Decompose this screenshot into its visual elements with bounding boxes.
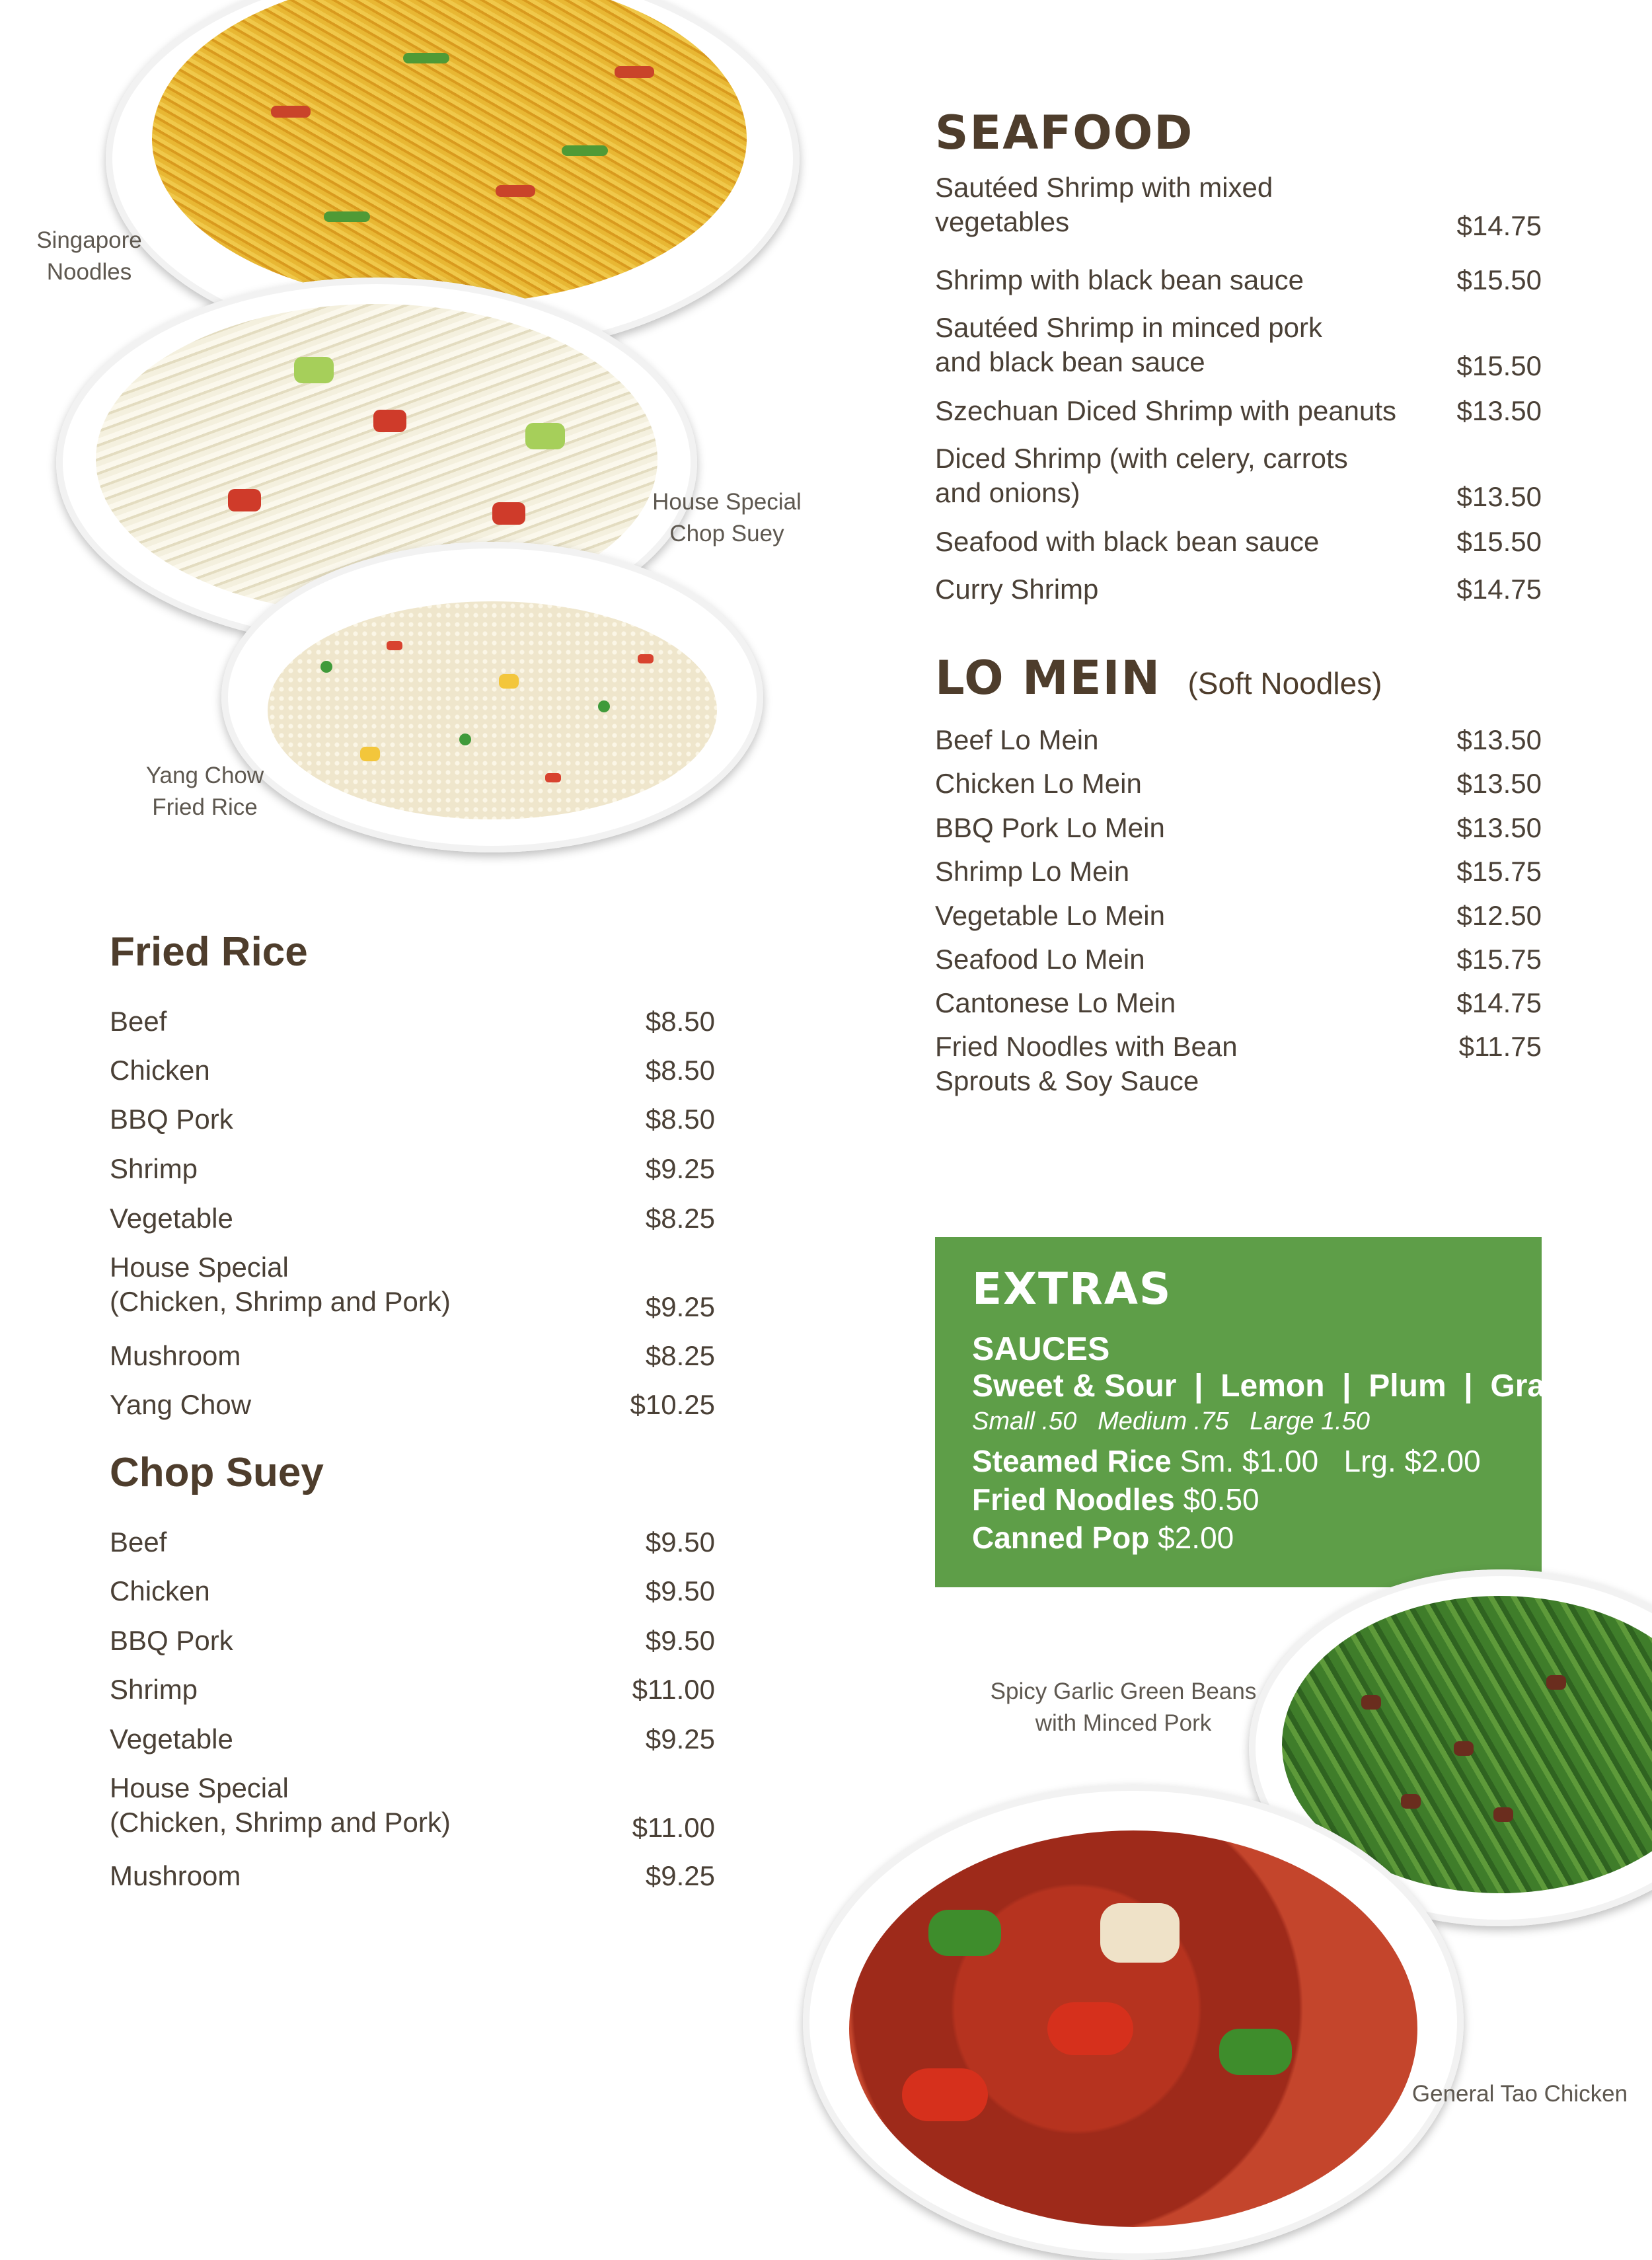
seafood-heading: SEAFOOD (935, 106, 1194, 160)
steamed-rice-line (972, 1443, 1481, 1479)
item-price: $15.50 (1456, 526, 1542, 557)
item-price: $11.00 (632, 1812, 715, 1843)
item-price: $9.25 (645, 1153, 715, 1184)
item-price: $15.75 (1456, 944, 1542, 975)
item-name-line: House Special (110, 1252, 289, 1283)
menu-item (110, 1102, 715, 1137)
item-price: $13.50 (1456, 395, 1542, 426)
item-price: $11.00 (632, 1674, 715, 1705)
item-name: Beef Lo Mein (935, 724, 1099, 755)
menu-item (110, 1053, 715, 1088)
item-price: $8.25 (645, 1340, 715, 1371)
chop-suey-caption (648, 486, 806, 550)
menu-item (110, 1673, 715, 1707)
menu-item (935, 986, 1542, 1020)
menu-item (935, 170, 1542, 243)
steamed-rice-price: Sm. $1.00 Lrg. $2.00 (1180, 1444, 1481, 1478)
item-name-line: and onions) (935, 477, 1080, 508)
item-name: Shrimp Lo Mein (935, 856, 1130, 887)
item-price: $15.50 (1456, 350, 1542, 381)
item-name: Cantonese Lo Mein (935, 987, 1176, 1018)
item-price: $11.75 (1458, 1031, 1542, 1062)
menu-item (935, 811, 1542, 845)
item-name-line: Sautéed Shrimp in minced pork (935, 312, 1322, 343)
item-price: $10.25 (630, 1389, 715, 1420)
fried-noodles-label: Fried Noodles (972, 1482, 1175, 1517)
item-price: $13.50 (1456, 812, 1542, 843)
extras-box (935, 1237, 1581, 1587)
item-price: $12.50 (1456, 900, 1542, 931)
caption-line: with Minced Pork (1035, 1710, 1212, 1736)
item-name: Chicken Lo Mein (935, 768, 1142, 799)
fried-noodles-line (972, 1482, 1259, 1517)
item-name (935, 441, 1348, 510)
item-name-line: vegetables (935, 206, 1070, 237)
item-name: Yang Chow (110, 1389, 252, 1420)
item-name-line: Diced Shrimp (with celery, carrots (935, 443, 1348, 474)
general-tao-caption: General Tao Chicken (1411, 2081, 1628, 2107)
item-price: $8.50 (645, 1006, 715, 1037)
item-name-line: and black bean sauce (935, 346, 1205, 377)
item-name: Seafood Lo Mein (935, 944, 1145, 975)
item-name: Shrimp (110, 1153, 198, 1184)
menu-item (935, 394, 1542, 428)
item-name: Vegetable Lo Mein (935, 900, 1165, 931)
menu-item (935, 899, 1542, 933)
menu-item (110, 1722, 715, 1756)
item-name-line: Sprouts & Soy Sauce (935, 1065, 1199, 1096)
item-name: Szechuan Diced Shrimp with peanuts (935, 395, 1397, 426)
item-price: $9.50 (645, 1526, 715, 1558)
item-name-line: Sautéed Shrimp with mixed (935, 172, 1273, 203)
sauce-sizes: Small .50 Medium .75 Large 1.50 (972, 1408, 1370, 1435)
menu-item (110, 1574, 715, 1608)
item-name-line: House Special (110, 1772, 289, 1803)
sauce-list: Sweet & Sour | Lemon | Plum | Gravy (972, 1369, 1581, 1404)
menu-item (935, 854, 1542, 889)
item-name: BBQ Pork Lo Mein (935, 812, 1165, 843)
menu-item (935, 767, 1542, 801)
menu-item (935, 311, 1542, 383)
chop-suey-heading: Chop Suey (110, 1450, 324, 1495)
item-name: Curry Shrimp (935, 574, 1099, 605)
menu-item (110, 1152, 715, 1186)
item-name-line: Fried Noodles with Bean (935, 1031, 1238, 1062)
caption-line: Yang Chow (145, 763, 264, 788)
lo-mein-heading (935, 651, 1382, 705)
item-name: Seafood with black bean sauce (935, 526, 1320, 557)
menu-item (935, 723, 1542, 757)
menu-item (935, 441, 1542, 514)
canned-pop-line (972, 1520, 1234, 1556)
item-price: $8.50 (645, 1055, 715, 1086)
caption-line: Spicy Garlic Green Beans (990, 1678, 1257, 1704)
menu-item (935, 942, 1542, 977)
item-price: $15.50 (1456, 264, 1542, 295)
item-price: $14.75 (1456, 987, 1542, 1018)
singapore-noodles-caption (26, 225, 152, 288)
item-price: $9.50 (645, 1625, 715, 1656)
lo-mein-title: LO MEIN (935, 651, 1162, 705)
item-price: $9.25 (645, 1723, 715, 1754)
item-name: BBQ Pork (110, 1104, 233, 1135)
caption-line: Fried Rice (152, 794, 258, 820)
menu-item (935, 263, 1542, 297)
item-name: Shrimp (110, 1674, 198, 1705)
item-price: $15.75 (1456, 856, 1542, 887)
item-price: $14.75 (1456, 210, 1542, 241)
caption-line: House Special (652, 489, 802, 515)
yang-chow-caption (132, 760, 278, 823)
caption-line: Noodles (46, 259, 132, 285)
item-name: Shrimp with black bean sauce (935, 264, 1304, 295)
item-price: $13.50 (1456, 768, 1542, 799)
item-name (110, 1250, 451, 1319)
item-name (110, 1771, 451, 1840)
item-price: $9.25 (645, 1291, 715, 1322)
general-tao-chicken-photo (803, 1784, 1464, 2260)
menu-item (110, 1388, 715, 1422)
caption-line: Singapore (36, 227, 142, 253)
item-name: Beef (110, 1006, 167, 1037)
menu-item (110, 1525, 715, 1560)
steamed-rice-label: Steamed Rice (972, 1444, 1172, 1478)
menu-item (110, 1201, 715, 1236)
item-name: Vegetable (110, 1203, 233, 1234)
green-beans-caption (985, 1676, 1262, 1739)
item-name: BBQ Pork (110, 1625, 233, 1656)
item-name: Chicken (110, 1575, 210, 1606)
canned-pop-label: Canned Pop (972, 1521, 1150, 1555)
canned-pop-price: $2.00 (1158, 1521, 1234, 1555)
sauces-label: SAUCES (972, 1330, 1110, 1367)
item-price: $8.50 (645, 1104, 715, 1135)
item-price: $9.50 (645, 1575, 715, 1606)
caption-line: Chop Suey (669, 521, 784, 546)
menu-item (110, 1624, 715, 1658)
item-price: $9.25 (645, 1860, 715, 1891)
menu-item (110, 1250, 715, 1324)
item-name: Chicken (110, 1055, 210, 1086)
menu-item (935, 1030, 1542, 1098)
menu-item (110, 1859, 715, 1893)
item-name: Beef (110, 1526, 167, 1558)
item-price: $8.25 (645, 1203, 715, 1234)
item-name (935, 1030, 1238, 1098)
menu-item (935, 525, 1542, 559)
yang-chow-fried-rice-photo (221, 542, 763, 852)
menu-item (110, 1339, 715, 1373)
menu-item (935, 572, 1542, 607)
item-name-line: (Chicken, Shrimp and Pork) (110, 1286, 451, 1317)
item-name: Mushroom (110, 1340, 241, 1371)
item-name-line: (Chicken, Shrimp and Pork) (110, 1807, 451, 1838)
item-price: $13.50 (1456, 481, 1542, 512)
item-price: $14.75 (1456, 574, 1542, 605)
item-price: $13.50 (1456, 724, 1542, 755)
item-name: Vegetable (110, 1723, 233, 1754)
item-name: Mushroom (110, 1860, 241, 1891)
fried-rice-heading: Fried Rice (110, 929, 308, 975)
fried-noodles-price: $0.50 (1183, 1482, 1259, 1517)
item-name (935, 170, 1273, 239)
item-name (935, 311, 1322, 379)
menu-item (110, 1004, 715, 1039)
extras-heading: EXTRAS (972, 1263, 1172, 1314)
menu-item (110, 1771, 715, 1845)
lo-mein-subtitle: (Soft Noodles) (1187, 666, 1382, 700)
